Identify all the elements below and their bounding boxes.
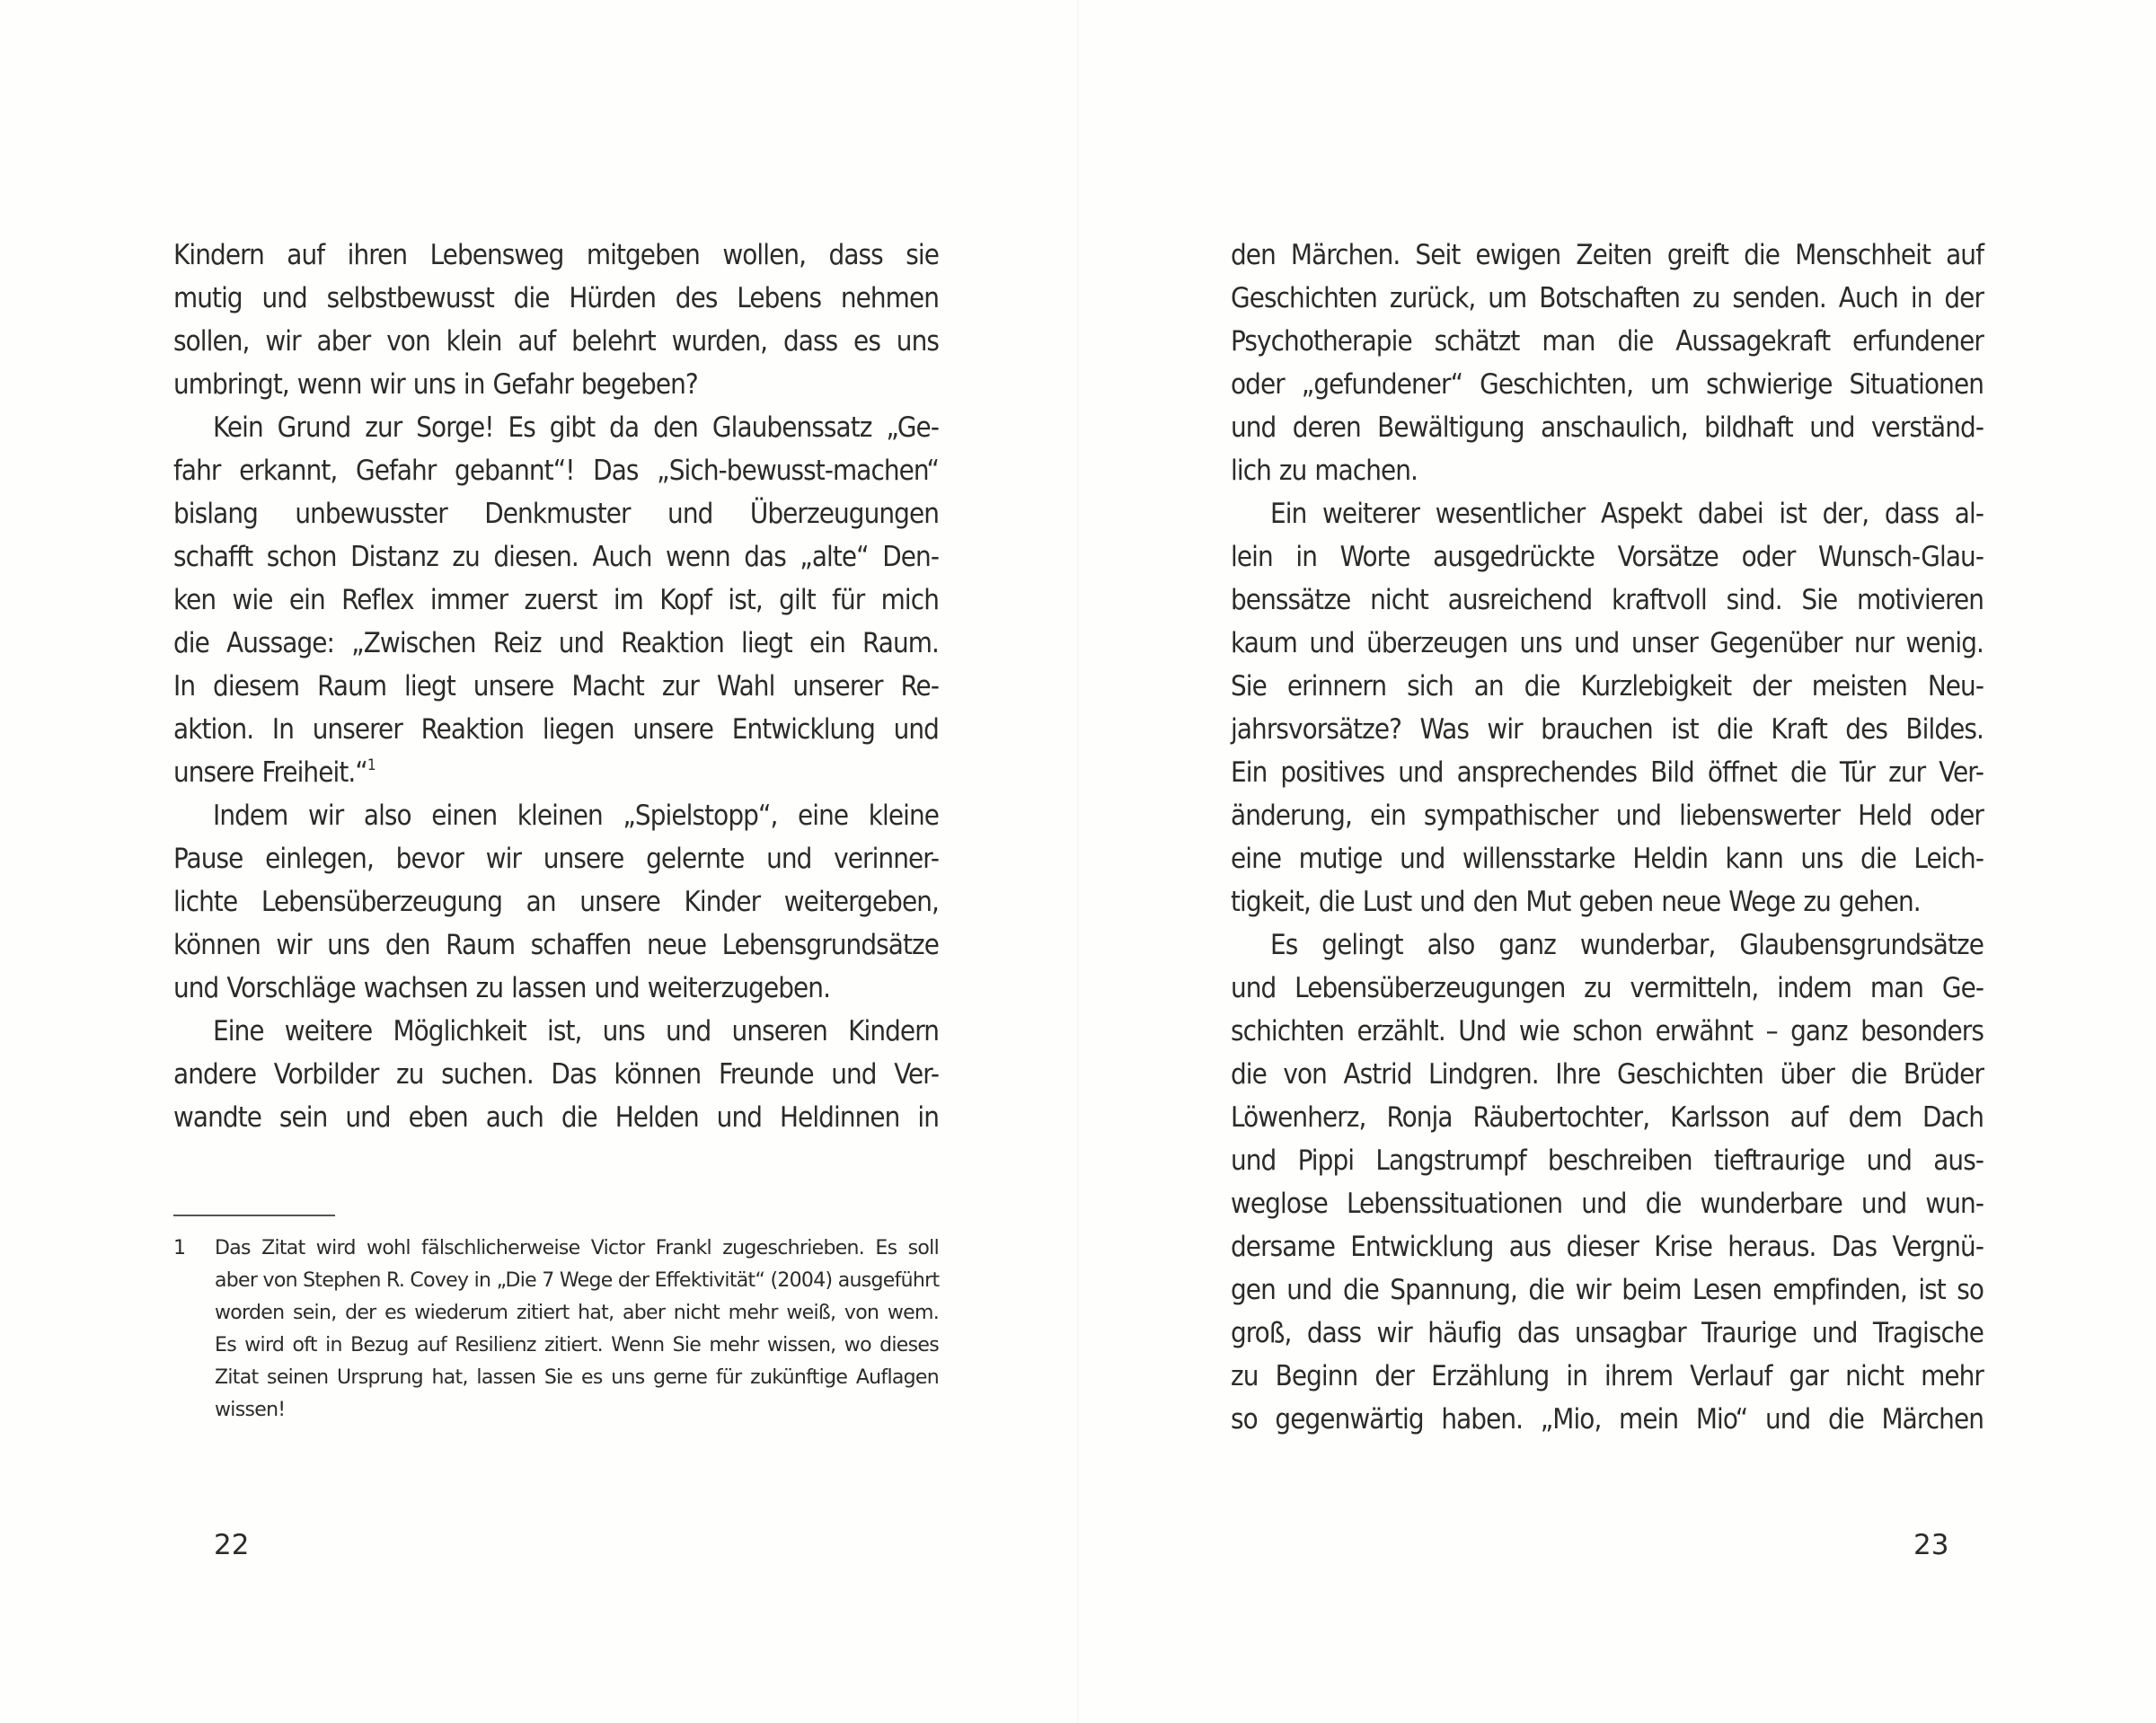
text-line-content: oder „gefundener“ Geschichten, um schwierige Situationen: [1231, 368, 1984, 401]
text-line-content: In diesem Raum liegt unsere Macht zur Wahl unserer Re-: [173, 670, 939, 702]
text-line-content: weglose Lebenssituationen und die wunderbare und wun-: [1231, 1188, 1984, 1220]
text-line-content: tigkeit, die Lust und den Mut geben neue Wege zu gehen.: [1231, 886, 1921, 918]
text-line-content: unsere Freiheit.“: [173, 756, 367, 789]
text-line-content: wandte sein und eben auch die Helden und Heldinnen in: [173, 1101, 939, 1134]
text-line: [173, 1010, 939, 1053]
footnote: [173, 1233, 939, 1427]
text-line-content: gen und die Spannung, die wir beim Lesen empfinden, ist so: [1231, 1274, 1984, 1306]
text-line: [1231, 492, 1984, 535]
text-line: [1231, 708, 1984, 751]
text-line-content: Geschichten zurück, um Botschaften zu senden. Auch in der: [1231, 282, 1984, 314]
text-line-content: Kein Grund zur Sorge! Es gibt da den Glaubenssatz „Ge-: [213, 411, 939, 444]
text-line-content: mutig und selbstbewusst die Hürden des Lebens nehmen: [173, 282, 939, 314]
text-line: [1231, 1182, 1984, 1225]
paragraph: [173, 794, 939, 1010]
text-line-content: den Märchen. Seit ewigen Zeiten greift die Menschheit auf: [1231, 239, 1984, 271]
text-line-content: schafft schon Distanz zu diesen. Auch wenn das „alte“ Den-: [173, 541, 939, 573]
text-line: [1231, 1312, 1984, 1355]
text-line: [173, 837, 939, 880]
text-line: [1231, 794, 1984, 837]
paragraph: [173, 406, 939, 794]
paragraph: [1231, 923, 1984, 1441]
text-line-content: und Lebensüberzeugungen zu vermitteln, indem man Ge-: [1231, 972, 1984, 1004]
text-line: [1231, 234, 1984, 277]
text-line: [173, 751, 939, 794]
text-line: [173, 794, 939, 837]
text-line: [1231, 277, 1984, 320]
text-line-content: Eine weitere Möglichkeit ist, uns und unseren Kindern: [213, 1015, 939, 1047]
footnote-separator: [173, 1215, 335, 1216]
text-line-content: fahr erkannt, Gefahr gebannt“! Das „Sich-bewusst-machen“: [173, 455, 939, 487]
text-line: [1231, 535, 1984, 579]
text-line: [1231, 665, 1984, 708]
text-line: [1231, 406, 1984, 449]
text-line-content: andere Vorbilder zu suchen. Das können Freunde und Ver-: [173, 1058, 939, 1091]
text-line: [1231, 1010, 1984, 1053]
text-line: [1231, 622, 1984, 665]
text-line: [1231, 967, 1984, 1010]
footnote-line: Es wird oft in Bezug auf Resilienz zitiert. Wenn Sie mehr wissen, wo dieses: [215, 1334, 939, 1356]
text-line-content: und deren Bewältigung anschaulich, bildhaft und verständ-: [1231, 411, 1984, 444]
left-body-text: [173, 234, 939, 1139]
text-line: [173, 579, 939, 622]
text-line: [1231, 1225, 1984, 1268]
text-line-content: zu Beginn der Erzählung in ihrem Verlauf gar nicht mehr: [1231, 1360, 1984, 1392]
paragraph: [173, 1010, 939, 1139]
text-line: [1231, 579, 1984, 622]
text-line: [173, 923, 939, 967]
text-line: [173, 665, 939, 708]
footnote-reference[interactable]: 1: [367, 756, 376, 774]
text-line: [1231, 837, 1984, 880]
text-line: [1231, 751, 1984, 794]
text-line-content: lich zu machen.: [1231, 455, 1418, 487]
text-line-content: und Pippi Langstrumpf beschreiben tieftraurige und aus-: [1231, 1144, 1984, 1177]
text-line-content: jahrsvorsätze? Was wir brauchen ist die Kraft des Bildes.: [1231, 713, 1984, 746]
footnote-line: Zitat seinen Ursprung hat, lassen Sie es uns gerne für zukünftige Auflagen: [215, 1366, 939, 1389]
text-line-content: ken wie ein Reflex immer zuerst im Kopf ist, gilt für mich: [173, 584, 939, 616]
text-line: [173, 708, 939, 751]
text-line: [1231, 449, 1984, 492]
text-line-content: Sie erinnern sich an die Kurzlebigkeit der meisten Neu-: [1231, 670, 1984, 702]
text-line-content: und Vorschläge wachsen zu lassen und weiterzugeben.: [173, 972, 831, 1004]
text-line: [173, 535, 939, 579]
text-line-content: benssätze nicht ausreichend kraftvoll sind. Sie motivieren: [1231, 584, 1984, 616]
text-line: [1231, 880, 1984, 923]
text-line-content: umbringt, wenn wir uns in Gefahr begeben?: [173, 368, 698, 401]
text-line-content: Ein positives und ansprechendes Bild öffnet die Tür zur Ver-: [1231, 756, 1984, 789]
footnote-line: wissen!: [215, 1399, 286, 1421]
text-line-content: Psychotherapie schätzt man die Aussagekraft erfundener: [1231, 325, 1984, 358]
text-line: [1231, 363, 1984, 406]
text-line: [1231, 923, 1984, 967]
text-line-content: bislang unbewusster Denkmuster und Überzeugungen: [173, 498, 939, 530]
text-line-content: Löwenherz, Ronja Räubertochter, Karlsson auf dem Dach: [1231, 1101, 1984, 1134]
text-line-content: können wir uns den Raum schaffen neue Lebensgrundsätze: [173, 929, 939, 961]
text-line-content: Pause einlegen, bevor wir unsere gelernte und verinner-: [173, 843, 939, 875]
text-line-content: sollen, wir aber von klein auf belehrt wurden, dass es uns: [173, 325, 939, 358]
text-line-content: lein in Worte ausgedrückte Vorsätze oder Wunsch-Glau-: [1231, 541, 1984, 573]
text-line: [173, 234, 939, 277]
page-number-right: 23: [1913, 1529, 1949, 1561]
text-line: [173, 406, 939, 449]
text-line: [173, 320, 939, 363]
footnote-line: Das Zitat wird wohl fälschlicherweise Victor Frankl zugeschrieben. Es soll: [215, 1237, 939, 1259]
text-line-content: die Aussage: „Zwischen Reiz und Reaktion liegt ein Raum.: [173, 627, 939, 659]
text-line: [173, 880, 939, 923]
text-line-content: Indem wir also einen kleinen „Spielstopp“, eine kleine: [213, 800, 939, 832]
text-line: [1231, 1268, 1984, 1312]
text-line-content: kaum und überzeugen uns und unser Gegenüber nur wenig.: [1231, 627, 1984, 659]
text-line: [1231, 320, 1984, 363]
text-line-content: eine mutige und willensstarke Heldin kann uns die Leich-: [1231, 843, 1984, 875]
footnote-line: aber von Stephen R. Covey in „Die 7 Wege der Effektivität“ (2004) ausgeführt: [215, 1269, 940, 1292]
text-line-content: groß, dass wir häufig das unsagbar Traurige und Tragische: [1231, 1317, 1984, 1349]
page-number-left: 22: [214, 1529, 250, 1561]
footnotes: [173, 1233, 939, 1427]
text-line: [1231, 1398, 1984, 1441]
text-line-content: die von Astrid Lindgren. Ihre Geschichten über die Brüder: [1231, 1058, 1984, 1091]
text-line: [173, 1053, 939, 1096]
paragraph: [1231, 234, 1984, 492]
text-line: [173, 492, 939, 535]
text-line: [173, 449, 939, 492]
text-line-content: Kindern auf ihren Lebensweg mitgeben wollen, dass sie: [173, 239, 939, 271]
text-line: [173, 622, 939, 665]
footnote-line: worden sein, der es wiederum zitiert hat, aber nicht mehr weiß, von wem.: [215, 1302, 939, 1324]
paragraph: [1231, 492, 1984, 923]
text-line: [173, 363, 939, 406]
text-line: [1231, 1053, 1984, 1096]
text-line-content: Es gelingt also ganz wunderbar, Glaubensgrundsätze: [1270, 929, 1984, 961]
text-line: [1231, 1096, 1984, 1139]
text-line: [1231, 1355, 1984, 1398]
footnote-number: 1: [173, 1237, 186, 1259]
text-line: [173, 1096, 939, 1139]
right-page: [1078, 0, 2156, 1723]
paragraph: [173, 234, 939, 406]
text-line: [173, 277, 939, 320]
right-body-text: [1231, 234, 1984, 1441]
text-line-content: lichte Lebensüberzeugung an unsere Kinder weitergeben,: [173, 886, 939, 918]
text-line-content: so gegenwärtig haben. „Mio, mein Mio“ und die Märchen: [1231, 1403, 1984, 1436]
text-line: [1231, 1139, 1984, 1182]
text-line-content: aktion. In unserer Reaktion liegen unsere Entwicklung und: [173, 713, 939, 746]
text-line-content: schichten erzählt. Und wie schon erwähnt – ganz besonders: [1231, 1015, 1984, 1047]
text-line-content: Ein weiterer wesentlicher Aspekt dabei ist der, dass al-: [1270, 498, 1984, 530]
text-line-content: änderung, ein sympathischer und liebenswerter Held oder: [1231, 800, 1984, 832]
text-line: [173, 967, 939, 1010]
text-line-content: dersame Entwicklung aus dieser Krise heraus. Das Vergnü-: [1231, 1231, 1984, 1263]
